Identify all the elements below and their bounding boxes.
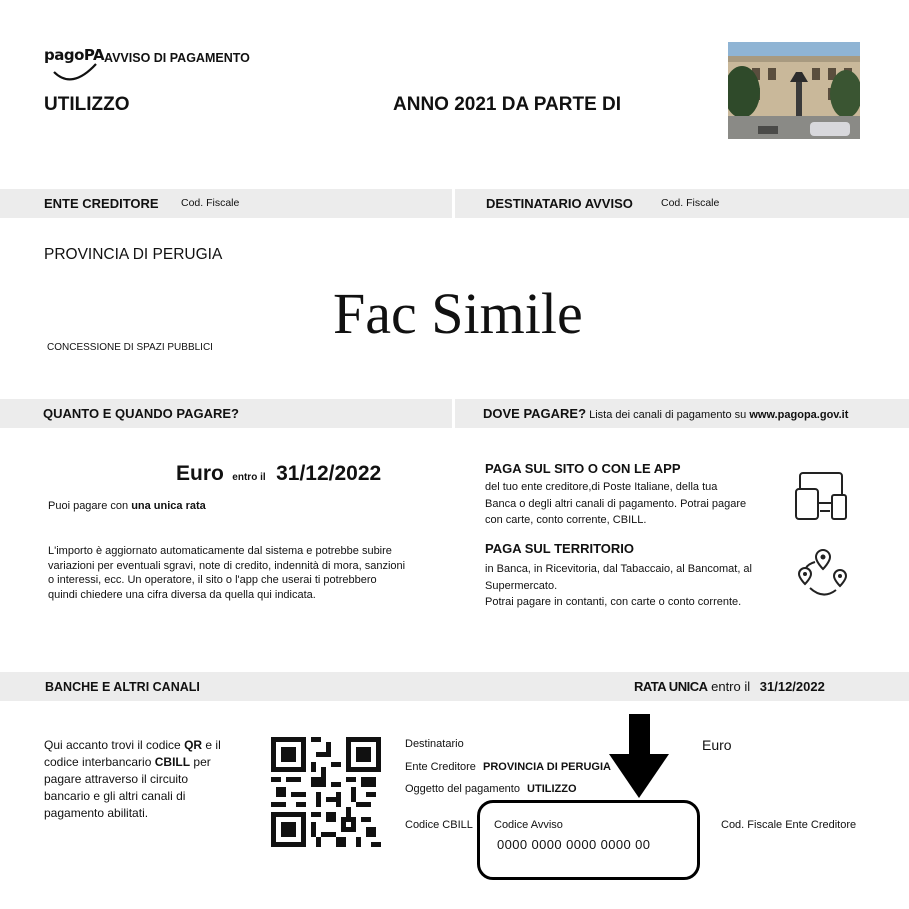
euro-label: Euro [702, 737, 732, 753]
territory-text: in Banca, in Ricevitoria, dal Tabaccaio, al Bancomat, al Supermercato. [485, 563, 752, 592]
watermark: Fac Simile [333, 281, 583, 346]
service-name: CONCESSIONE DI SPAZI PUBBLICI [47, 342, 213, 353]
banche-label: BANCHE E ALTRI CANALI [45, 680, 200, 694]
qr-bold-2: CBILL [154, 755, 191, 769]
qr-text-2: e il codice interbancario [44, 738, 221, 769]
rata-line [634, 679, 825, 694]
codice-avviso-value: 0000 0000 0000 0000 00 [497, 837, 651, 852]
devices-icon [794, 471, 848, 521]
amount-line [176, 462, 381, 486]
oggetto-label: Oggetto del pagamento [405, 783, 520, 795]
qr-instructions [44, 737, 228, 822]
arrow-down-icon [609, 714, 669, 800]
dove-desc: Lista dei canali di pagamento su [589, 409, 747, 421]
single-bold: una unica rata [131, 500, 206, 512]
single-prefix: Puoi pagare con [48, 500, 129, 512]
qr-bold-1: QR [184, 738, 203, 752]
qr-text-3: per pagare attraverso il circuito bancario e gli altri canali di pagamento abilitati. [44, 755, 211, 820]
subject-title: UTILIZZO [44, 94, 130, 115]
currency-label: Euro [176, 462, 224, 485]
pagopa-logo [44, 46, 105, 86]
amount-note: L'importo è aggiornato automaticamente dal sistema e potrebbe subire variazioni per eventuali sgravi, note di credito, indennità di mora, sanzioni o interessi, ecc. Un operatore, il sito o l'app che userai ti potrebbero quindi chiedere una cifra diversa da quella qui indicata. [48, 545, 406, 601]
pagopa-site-link[interactable]: www.pagopa.gov.it [749, 409, 849, 421]
cf-ente-label: Cod. Fiscale Ente Creditore [721, 819, 857, 831]
oggetto-row [405, 783, 577, 795]
ente-creditore-label: ENTE CREDITORE [44, 196, 159, 211]
due-prefix: entro il [232, 472, 266, 483]
pagopa-swoosh-icon [44, 46, 100, 86]
qr-code [271, 737, 381, 847]
quanto-label: QUANTO E QUANDO PAGARE? [43, 406, 239, 421]
rata-date: 31/12/2022 [759, 679, 825, 694]
dove-label: DOVE PAGARE? [483, 406, 587, 421]
online-text: del tuo ente creditore,di Poste Italiane, della tua Banca o degli altri canali di pagamento. Potrai pagare con carte, conto corrente, CBILL. [485, 481, 747, 526]
single-installment-line [48, 500, 206, 512]
codice-avviso-label: Codice Avviso [494, 819, 563, 831]
ente-value: PROVINCIA DI PERUGIA [483, 761, 611, 773]
creditor-name: PROVINCIA DI PERUGIA [44, 246, 223, 263]
building-photo-image [728, 42, 860, 139]
ente-row [405, 761, 611, 773]
cbill-label: Codice CBILL [405, 819, 473, 831]
rata-label: RATA UNICA [634, 679, 708, 694]
oggetto-value: UTILIZZO [527, 783, 577, 795]
territory-title: PAGA SUL TERRITORIO [485, 541, 635, 556]
territory-text-2: Potrai pagare in contanti, con carte o conto corrente. [485, 596, 742, 608]
ente-fiscal-label: Cod. Fiscale [181, 197, 240, 209]
ente-label-2: Ente Creditore [405, 761, 476, 773]
dove-pagare-line [483, 406, 848, 421]
destinatario-label: DESTINATARIO AVVISO [486, 196, 633, 211]
dest-fiscal-label: Cod. Fiscale [661, 197, 720, 209]
rata-entro: entro il [711, 679, 751, 694]
location-pins-icon [796, 546, 850, 600]
creditor-photo [728, 42, 860, 139]
online-title: PAGA SUL SITO O CON LE APP [485, 461, 681, 476]
notice-title: AVVISO DI PAGAMENTO [104, 51, 250, 65]
qr-text-1: Qui accanto trovi il codice [44, 738, 181, 752]
year-title: ANNO 2021 DA PARTE DI [393, 94, 622, 115]
due-date: 31/12/2022 [276, 462, 382, 485]
pagopa-logo-text: pagoPA [44, 46, 105, 64]
destinatario-label-2: Destinatario [405, 738, 464, 750]
